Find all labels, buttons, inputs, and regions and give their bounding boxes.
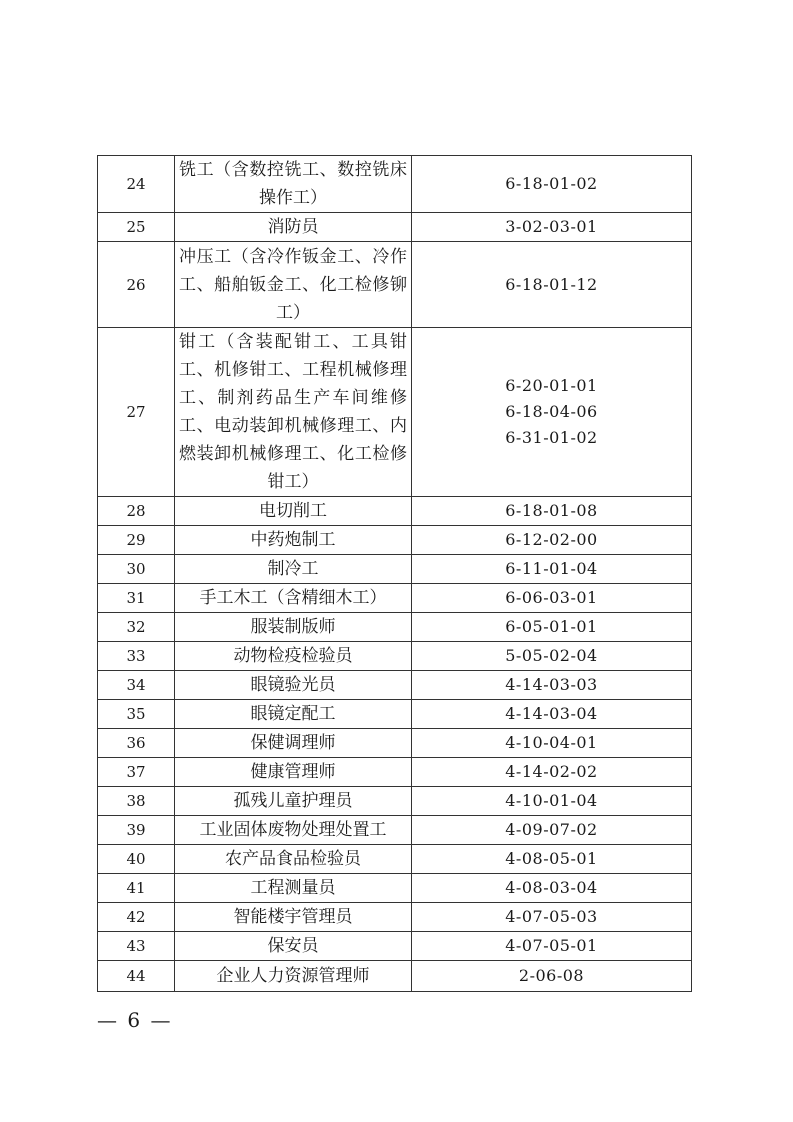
occupation-name: 健康管理师	[175, 758, 412, 787]
occupation-code-cell	[412, 555, 692, 584]
occupation-name: 眼镜定配工	[175, 700, 412, 729]
occupation-code: 4-07-05-03	[505, 907, 598, 926]
occupation-code: 6-18-01-08	[505, 501, 598, 520]
row-number: 41	[98, 874, 175, 903]
row-number: 35	[98, 700, 175, 729]
row-number: 40	[98, 845, 175, 874]
occupation-code: 2-06-08	[518, 966, 585, 985]
occupation-code-cell	[412, 213, 692, 242]
occupation-name: 手工木工（含精细木工）	[175, 584, 412, 613]
row-number: 37	[98, 758, 175, 787]
table-row	[98, 729, 692, 758]
occupation-name: 冲压工（含冷作钣金工、冷作工、船舶钣金工、化工检修铆工）	[175, 242, 412, 328]
occupation-code-cell	[412, 584, 692, 613]
occupation-code: 6-06-03-01	[505, 588, 598, 607]
table-row	[98, 613, 692, 642]
occupation-code: 4-08-05-01	[505, 849, 598, 868]
row-number: 29	[98, 526, 175, 555]
occupation-name: 保健调理师	[175, 729, 412, 758]
occupation-code-cell	[412, 816, 692, 845]
occupation-code: 4-14-03-03	[505, 675, 598, 694]
occupation-name: 制冷工	[175, 555, 412, 584]
occupation-name: 动物检疫检验员	[175, 642, 412, 671]
table-row	[98, 156, 692, 213]
occupation-name: 保安员	[175, 932, 412, 961]
row-number: 38	[98, 787, 175, 816]
occupation-code: 4-07-05-01	[505, 936, 598, 955]
occupation-table-body	[98, 156, 692, 992]
occupation-name: 农产品食品检验员	[175, 845, 412, 874]
occupation-code: 6-05-01-01	[505, 617, 598, 636]
occupation-name: 工业固体废物处理处置工	[175, 816, 412, 845]
occupation-code-cell	[412, 526, 692, 555]
occupation-name: 智能楼宇管理员	[175, 903, 412, 932]
occupation-name: 眼镜验光员	[175, 671, 412, 700]
table-row	[98, 845, 692, 874]
occupation-code-cell	[412, 961, 692, 992]
table-row	[98, 242, 692, 328]
occupation-name: 孤残儿童护理员	[175, 787, 412, 816]
occupation-code: 6-18-04-06	[505, 402, 598, 421]
occupation-name: 铣工（含数控铣工、数控铣床操作工）	[175, 156, 412, 213]
row-number: 42	[98, 903, 175, 932]
table-row	[98, 903, 692, 932]
occupation-code: 6-18-01-12	[505, 274, 598, 294]
occupation-name: 电切削工	[175, 497, 412, 526]
occupation-code-cell	[412, 845, 692, 874]
page-number: — 6 —	[97, 1008, 173, 1032]
occupation-code: 6-20-01-01	[505, 376, 598, 395]
occupation-code-cell	[412, 642, 692, 671]
occupation-code-cell	[412, 932, 692, 961]
occupation-code-cell	[412, 700, 692, 729]
occupation-name: 中药炮制工	[175, 526, 412, 555]
table-row	[98, 700, 692, 729]
occupation-code-cell	[412, 903, 692, 932]
occupation-code-cell	[412, 671, 692, 700]
row-number: 44	[98, 961, 175, 992]
occupation-name: 消防员	[175, 213, 412, 242]
row-number: 33	[98, 642, 175, 671]
occupation-code: 6-11-01-04	[505, 559, 598, 578]
occupation-code: 4-10-04-01	[505, 733, 598, 752]
occupation-code: 4-08-03-04	[505, 878, 598, 897]
table-row	[98, 526, 692, 555]
occupation-code: 4-14-03-04	[505, 704, 598, 723]
row-number: 36	[98, 729, 175, 758]
occupation-code-cell	[412, 758, 692, 787]
occupation-code-cell	[412, 328, 692, 497]
occupation-code: 4-09-07-02	[505, 820, 598, 839]
occupation-code: 3-02-03-01	[505, 217, 598, 236]
occupation-code-cell	[412, 242, 692, 328]
occupation-code-cell	[412, 729, 692, 758]
table-row	[98, 787, 692, 816]
table-row	[98, 671, 692, 700]
row-number: 30	[98, 555, 175, 584]
table-row	[98, 584, 692, 613]
table-row	[98, 961, 692, 992]
occupation-table	[97, 155, 692, 992]
table-row	[98, 328, 692, 497]
table-row	[98, 816, 692, 845]
row-number: 39	[98, 816, 175, 845]
row-number: 31	[98, 584, 175, 613]
row-number: 43	[98, 932, 175, 961]
row-number: 24	[98, 156, 175, 213]
table-row	[98, 642, 692, 671]
occupation-code-cell	[412, 497, 692, 526]
occupation-name: 企业人力资源管理师	[175, 961, 412, 992]
occupation-code: 4-10-01-04	[505, 791, 598, 810]
row-number: 32	[98, 613, 175, 642]
table-row	[98, 213, 692, 242]
table-row	[98, 497, 692, 526]
table-row	[98, 932, 692, 961]
row-number: 28	[98, 497, 175, 526]
occupation-code: 6-12-02-00	[505, 530, 598, 549]
occupation-code: 6-18-01-02	[505, 174, 598, 193]
occupation-code-cell	[412, 874, 692, 903]
table-row	[98, 555, 692, 584]
row-number: 25	[98, 213, 175, 242]
occupation-code-cell	[412, 787, 692, 816]
row-number: 27	[98, 328, 175, 497]
occupation-code-cell	[412, 613, 692, 642]
row-number: 34	[98, 671, 175, 700]
table-row	[98, 758, 692, 787]
occupation-name: 服装制版师	[175, 613, 412, 642]
occupation-name: 工程测量员	[175, 874, 412, 903]
row-number: 26	[98, 242, 175, 328]
table-row	[98, 874, 692, 903]
occupation-code: 4-14-02-02	[505, 762, 598, 781]
occupation-name: 钳工（含装配钳工、工具钳工、机修钳工、工程机械修理工、制剂药品生产车间维修工、电动装卸机械修理工、内燃装卸机械修理工、化工检修钳工）	[175, 328, 412, 497]
occupation-code-cell	[412, 156, 692, 213]
occupation-code: 6-31-01-02	[505, 428, 598, 447]
occupation-code: 5-05-02-04	[505, 646, 598, 665]
